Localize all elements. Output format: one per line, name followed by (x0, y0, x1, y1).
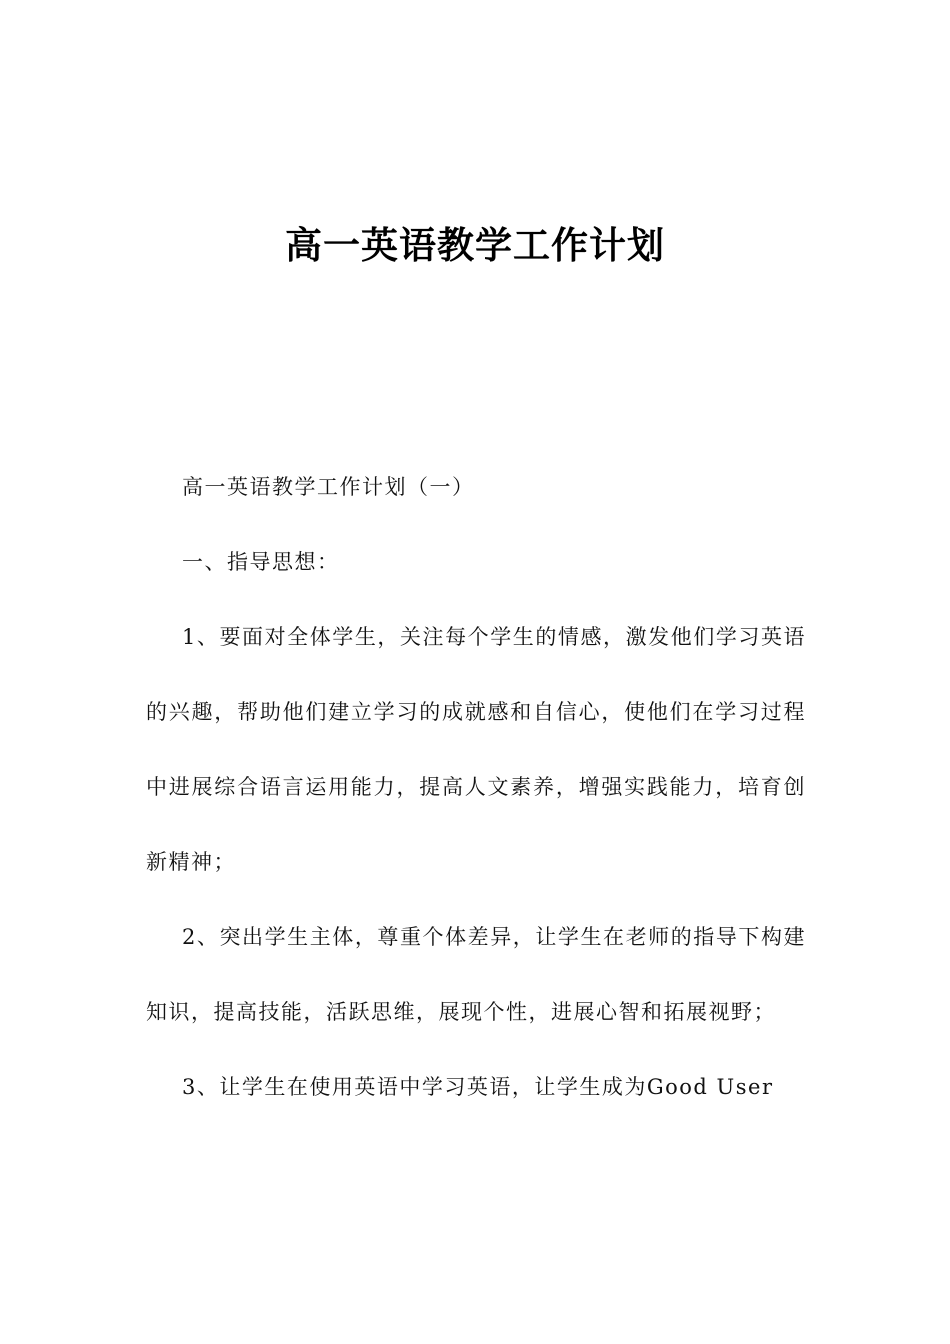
section-heading-guiding-ideology: 一、指导思想： (182, 550, 340, 574)
document-body (146, 450, 806, 1125)
paragraph-point-3: 3、让学生在使用英语中学习英语，让学生成为Good User (182, 1075, 774, 1099)
section-heading-plan-one: 高一英语教学工作计划（一） (182, 475, 475, 499)
paragraph-point-2: 2、突出学生主体，尊重个体差异，让学生在老师的指导下构建知识，提高技能，活跃思维，展现个性，进展心智和拓展视野； (146, 925, 806, 1024)
paragraph-point-1: 1、要面对全体学生，关注每个学生的情感，激发他们学习英语的兴趣，帮助他们建立学习的成就感和自信心，使他们在学习过程中进展综合语言运用能力，提高人文素养，增强实践能力，培育创新精神； (146, 625, 806, 874)
document-title: 高一英语教学工作计划 (285, 224, 665, 267)
